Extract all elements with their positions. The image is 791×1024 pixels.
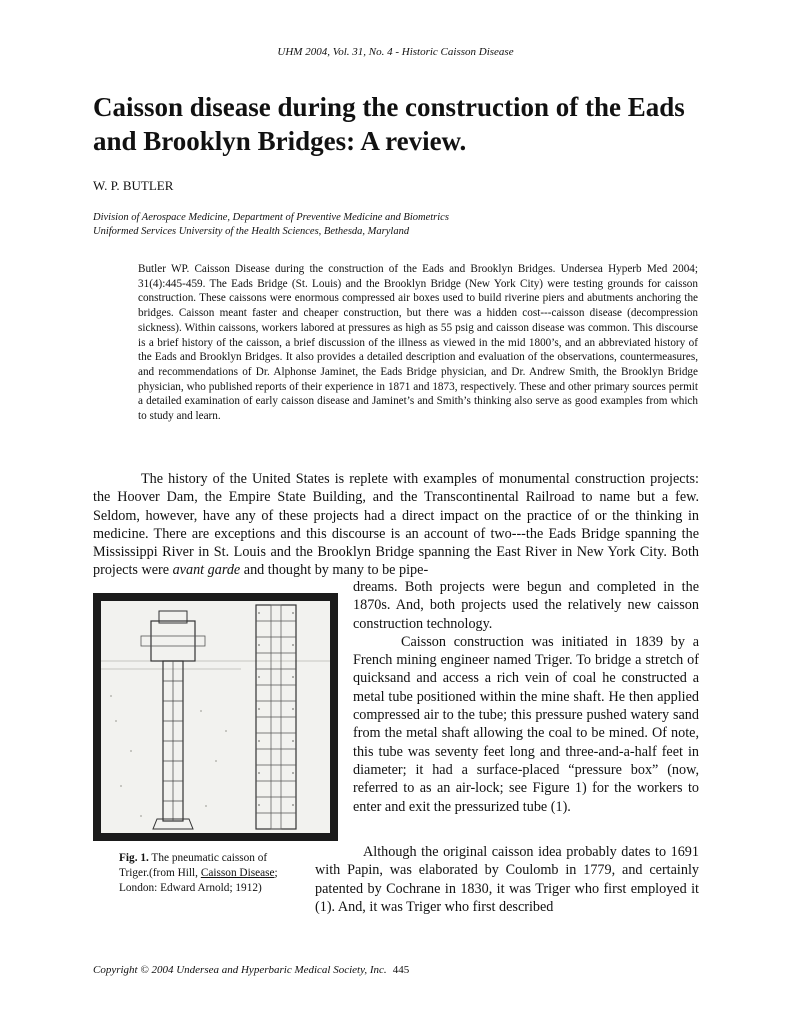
caption-text-a: The pneumatic caisson of Triger.(from Hill, bbox=[119, 852, 268, 879]
footer bbox=[93, 964, 409, 976]
affiliation-line-1: Division of Aerospace Medicine, Department of Preventive Medicine and Biometrics bbox=[93, 212, 449, 223]
paragraph-3-column bbox=[315, 843, 699, 916]
figure-1-frame bbox=[93, 593, 338, 841]
affiliation-line-2: Uniformed Services University of the Health Sciences, Bethesda, Maryland bbox=[93, 226, 410, 237]
paragraph-column bbox=[353, 578, 699, 816]
article-title: Caisson disease during the construction of the Eads and Brooklyn Bridges: A review. bbox=[93, 92, 685, 156]
page-number: 445 bbox=[392, 964, 410, 976]
affiliation bbox=[93, 211, 449, 239]
paragraph-1-text bbox=[93, 470, 699, 580]
abstract: Butler WP. Caisson Disease during the construction of the Eads and Brooklyn Bridges. Undersea Hyperb Med 2004; 31(4):445-459. The Eads Bridge (St. Louis) and the Brooklyn Bridge (New York City) were testing grounds for caisson construction. These caissons were enormous compressed air boxes used to build riverine piers and abutments anchoring the bridges. Caisson meant faster and cheaper construction, but there was a hidden cost---caisson disease (decompression sickness). Within caissons, workers labored at pressures as high as 55 psig and caisson disease was common. This discourse is a brief history of the caisson, a brief discussion of the illness as viewed in the mid 1800’s, and an abbreviated history of the Eads and Brooklyn Bridges. It also provides a detailed description and evaluation of the observations, countermeasures, and recommendations of Dr. Alphonse Jaminet, the Eads Bridge physician, and Dr. Andrew Smith, the Brooklyn Bridge physician, who published reports of their experience in 1871 and 1873, respectively. These and other primary sources permit a detailed examination of early caisson disease and Jaminet’s and Smith’s thinking also serve as good examples from which to study and learn. bbox=[138, 263, 698, 423]
running-head: UHM 2004, Vol. 31, No. 4 - Historic Caisson Disease bbox=[277, 46, 514, 58]
paragraph-2: Caisson construction was initiated in 1839 by a French mining engineer named Triger. To bridge a stretch of quicksand and access a rich vein of coal he constructed a metal tube positioned within the mine shaft. He then applied compressed air to the tube; this pressure pushed watery sand from the metal shaft allowing the coal to be mined. Of note, this tube was seventy feet long and three-and-a-half feet in diameter; it had a surface-placed “pressure box” (now, referred to as an air-lock; see Figure 1) for the workers to enter and exit the pressurized tube (1). bbox=[353, 633, 699, 815]
paragraph-3: Although the original caisson idea probably dates to 1691 with Papin, was elaborated by Coulomb in 1779, and certainly patented by Cochrane in 1830, it was Triger who first employed it (1). And, it was Triger who first described bbox=[315, 844, 699, 915]
paragraph-1 bbox=[93, 470, 699, 580]
copyright-text: Copyright © 2004 Undersea and Hyperbaric Medical Society, Inc. bbox=[93, 964, 387, 976]
caption-text-b: ; London: Edward Arnold; 1912) bbox=[119, 867, 278, 894]
figure-1-caption bbox=[119, 851, 299, 896]
paragraph-1-continued: dreams. Both projects were begun and completed in the 1870s. And, both projects used the relatively new caisson construction technology. bbox=[353, 579, 699, 632]
paragraph-1-after: and thought by many to be pipe- bbox=[240, 562, 429, 579]
figure-label: Fig. 1. bbox=[119, 852, 149, 864]
caisson-illustration bbox=[101, 601, 330, 833]
paragraph-1-before: The history of the United States is replete with examples of monumental construction projects: the Hoover Dam, the Empire State Building, and the Transcontinental Railroad to name but a few. Seldom, however, have any of these projects had a direct impact on the practice of or the thinking in medicine. There are exceptions and this discourse is an account of two---the Eads Bridge spanning the Mississippi River in St. Louis and the Brooklyn Bridge spanning the East River in New York City. Both projects were bbox=[93, 471, 699, 579]
figure-1-image bbox=[101, 601, 330, 833]
author: W. P. BUTLER bbox=[93, 178, 174, 193]
italic-phrase: avant garde bbox=[172, 562, 241, 579]
caption-source-title: Caisson Disease bbox=[200, 867, 275, 879]
